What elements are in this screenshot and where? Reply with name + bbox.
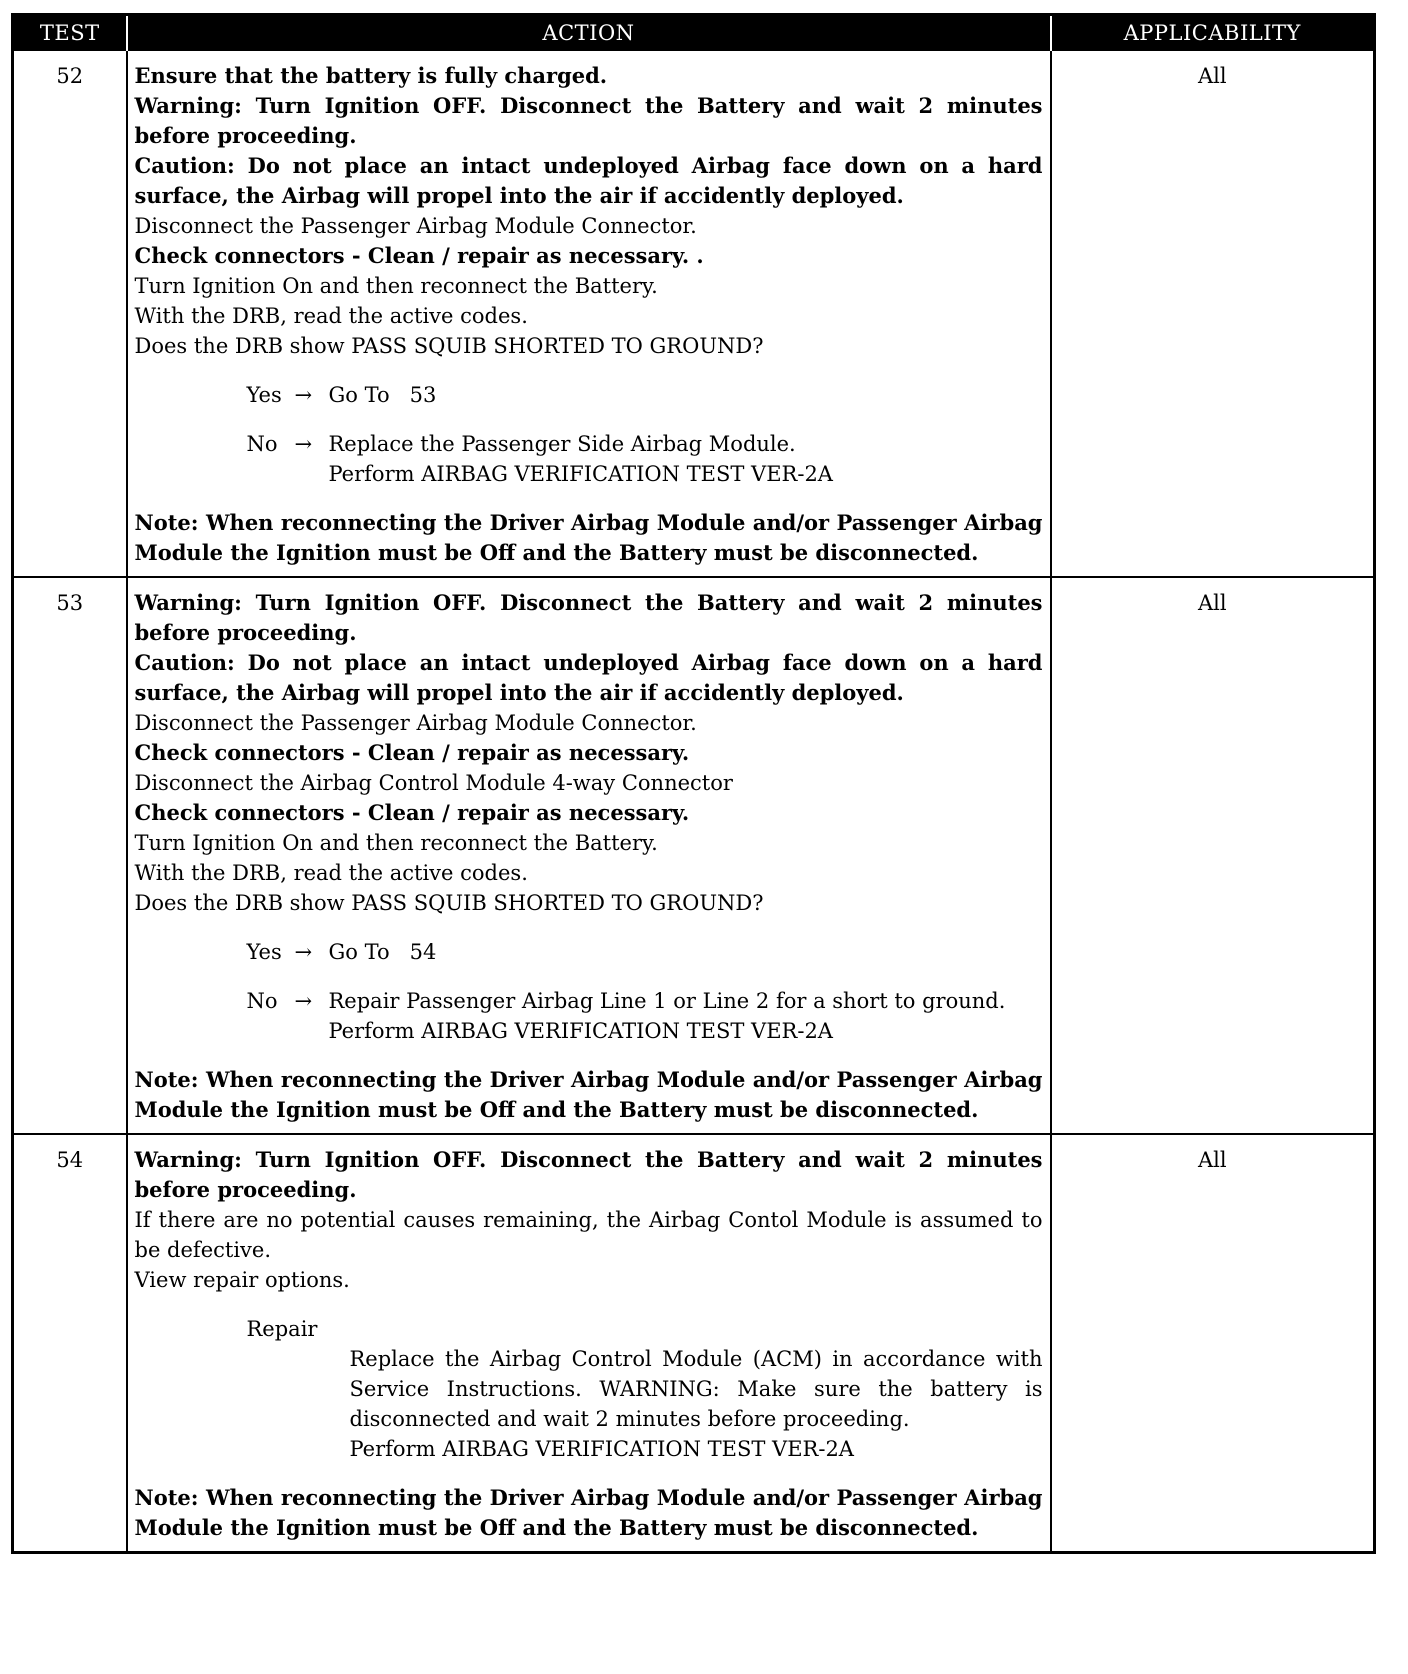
header-applicability: APPLICABILITY	[1051, 15, 1375, 51]
action-line: With the DRB, read the active codes.	[134, 861, 528, 885]
action-cell	[127, 1134, 1051, 1553]
warning-text: Warning: Turn Ignition OFF. Disconnect the Battery and wait 2 minutes before proceeding.	[134, 93, 1043, 148]
test-number: 52	[13, 50, 127, 577]
action-line: Disconnect the Passenger Airbag Module Connector.	[134, 711, 697, 735]
action-line: With the DRB, read the active codes.	[134, 304, 528, 328]
answer-text-block	[329, 429, 1043, 489]
caution-text: Caution: Do not place an intact undeployed Airbag face down on a hard surface, the Airbag will propel into the air if accidently deployed.	[134, 153, 1043, 208]
note-text: Note: When reconnecting the Driver Airbag Module and/or Passenger Airbag Module the Ignition must be Off and the Battery must be disconnected.	[134, 1067, 1043, 1122]
table-row	[13, 1134, 1375, 1553]
arrow-right-icon: →	[294, 383, 313, 407]
action-line: Disconnect the Passenger Airbag Module Connector.	[134, 214, 697, 238]
applicability-value: All	[1051, 577, 1375, 1134]
answer-label: Yes	[246, 940, 282, 964]
repair-text: Replace the Airbag Control Module (ACM) in accordance with Service Instructions. WARNING: Make sure the battery is disconnected and wait 2 minutes before proceeding.	[349, 1347, 1043, 1431]
check-connectors-text: Check connectors - Clean / repair as necessary.	[134, 740, 690, 765]
table-row	[13, 577, 1375, 1134]
applicability-value: All	[1051, 50, 1375, 577]
action-cell	[127, 577, 1051, 1134]
warning-text: Warning: Turn Ignition OFF. Disconnect the Battery and wait 2 minutes before proceeding.	[134, 590, 1043, 645]
answer-label: Yes	[246, 383, 282, 407]
arrow-right-icon: →	[294, 432, 313, 456]
note-text: Note: When reconnecting the Driver Airbag Module and/or Passenger Airbag Module the Ignition must be Off and the Battery must be disconnected.	[134, 510, 1043, 565]
answer-text: Go To 54	[328, 940, 437, 964]
question-text: Does the DRB show PASS SQUIB SHORTED TO GROUND?	[134, 334, 764, 358]
answer-text: Perform AIRBAG VERIFICATION TEST VER-2A	[328, 1019, 833, 1043]
answer-text: Repair Passenger Airbag Line 1 or Line 2 for a short to ground.	[328, 989, 1006, 1013]
test-number: 54	[13, 1134, 127, 1553]
applicability-value: All	[1051, 1134, 1375, 1553]
header-test: TEST	[13, 15, 127, 51]
action-line: Turn Ignition On and then reconnect the Battery.	[134, 274, 658, 298]
action-cell	[127, 50, 1051, 577]
answer-no	[247, 986, 1043, 1046]
repair-text: Perform AIRBAG VERIFICATION TEST VER-2A	[349, 1437, 854, 1461]
action-line: View repair options.	[134, 1268, 350, 1292]
answer-text: Go To 53	[328, 383, 437, 407]
warning-text: Warning: Turn Ignition OFF. Disconnect the Battery and wait 2 minutes before proceeding.	[134, 1147, 1043, 1202]
diagnostic-test-table	[11, 13, 1376, 1554]
action-line: If there are no potential causes remaining, the Airbag Contol Module is assumed to be defective.	[134, 1208, 1043, 1262]
table-row	[13, 50, 1375, 577]
answer-yes	[247, 937, 1043, 967]
check-connectors-text: Check connectors - Clean / repair as necessary.	[134, 800, 690, 825]
arrow-right-icon: →	[294, 989, 313, 1013]
check-connectors-text: Check connectors - Clean / repair as necessary. .	[134, 243, 704, 268]
answer-label: No	[246, 989, 278, 1013]
answer-text: Replace the Passenger Side Airbag Module.	[328, 432, 796, 456]
action-line: Turn Ignition On and then reconnect the Battery.	[134, 831, 658, 855]
answer-yes	[247, 380, 1043, 410]
answer-no	[247, 429, 1043, 489]
repair-label: Repair	[246, 1317, 318, 1341]
table-header-row	[13, 15, 1375, 51]
action-line: Ensure that the battery is fully charged.	[134, 63, 608, 88]
action-line: Disconnect the Airbag Control Module 4-way Connector	[134, 771, 733, 795]
arrow-right-icon: →	[294, 940, 313, 964]
answer-label: No	[246, 432, 278, 456]
answer-text: Perform AIRBAG VERIFICATION TEST VER-2A	[328, 462, 833, 486]
question-text: Does the DRB show PASS SQUIB SHORTED TO GROUND?	[134, 891, 764, 915]
note-text: Note: When reconnecting the Driver Airbag Module and/or Passenger Airbag Module the Ignition must be Off and the Battery must be disconnected.	[134, 1485, 1043, 1540]
caution-text: Caution: Do not place an intact undeployed Airbag face down on a hard surface, the Airbag will propel into the air if accidently deployed.	[134, 650, 1043, 705]
test-number: 53	[13, 577, 127, 1134]
header-action: ACTION	[127, 15, 1051, 51]
answer-text-block	[329, 986, 1043, 1046]
